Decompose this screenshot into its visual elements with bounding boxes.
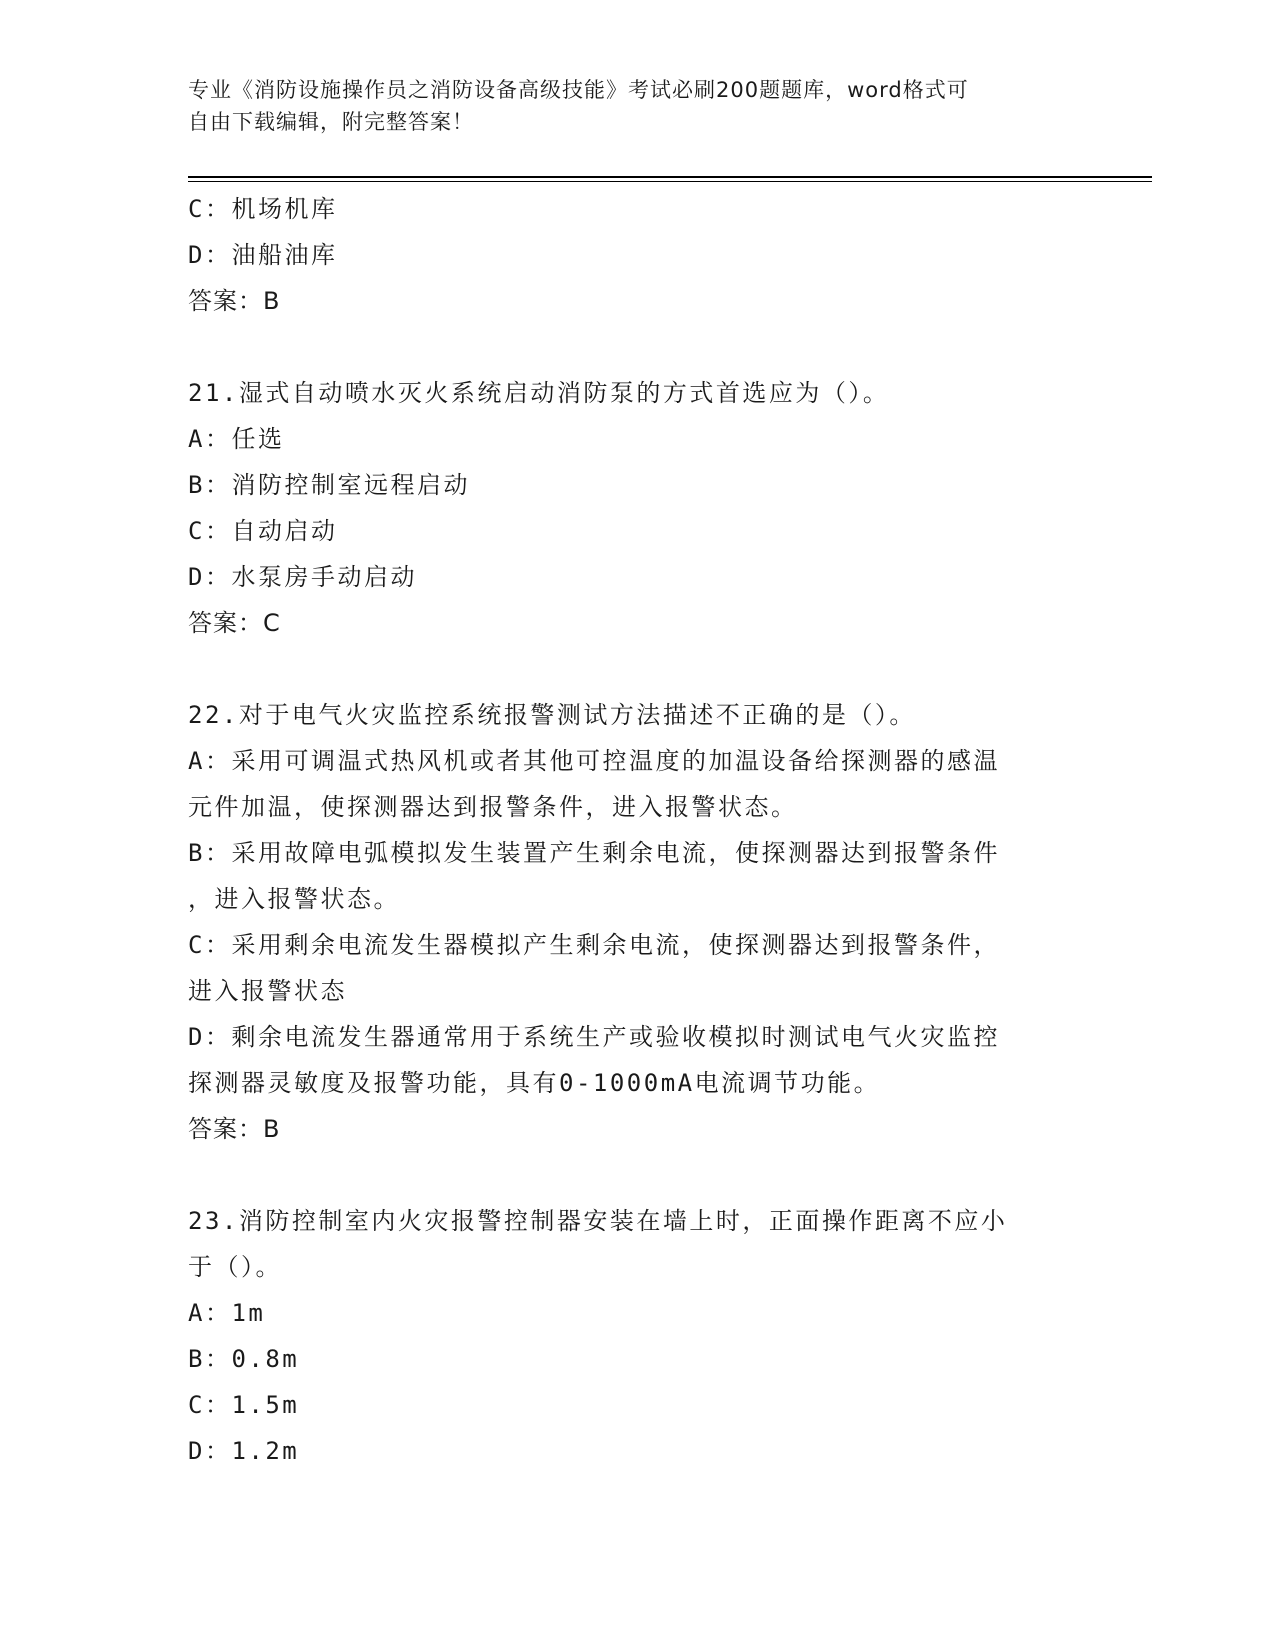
question-23 — [188, 1198, 1088, 1474]
header-divider-thin — [188, 181, 1152, 182]
option-c: C：采用剩余电流发生器模拟产生剩余电流，使探测器达到报警条件， — [188, 931, 1000, 959]
document-header — [188, 74, 1068, 138]
question-stem: 23.消防控制室内火灾报警控制器安装在墙上时，正面操作距离不应小 — [188, 1207, 1008, 1235]
answer-line: 答案：B — [188, 1115, 281, 1143]
option-c: C：机场机库 — [188, 195, 338, 223]
option-b: B：消防控制室远程启动 — [188, 471, 470, 499]
option-d-continued: 探测器灵敏度及报警功能，具有0-1000mA电流调节功能。 — [188, 1069, 881, 1097]
previous-question-tail — [188, 186, 1088, 324]
option-c: C：1.5m — [188, 1391, 300, 1419]
option-a: A：1m — [188, 1299, 266, 1327]
header-line-2: 自由下载编辑，附完整答案！ — [188, 110, 474, 134]
option-b-continued: ，进入报警状态。 — [188, 885, 400, 913]
question-stem-continued: 于（）。 — [188, 1253, 282, 1281]
question-stem: 21.湿式自动喷水灭火系统启动消防泵的方式首选应为（）。 — [188, 379, 890, 407]
option-a: A：任选 — [188, 425, 285, 453]
header-divider-thick — [188, 176, 1152, 178]
spacer — [188, 324, 1088, 370]
option-d: D：1.2m — [188, 1437, 300, 1465]
option-a-continued: 元件加温，使探测器达到报警条件，进入报警状态。 — [188, 793, 798, 821]
option-c-continued: 进入报警状态 — [188, 977, 347, 1005]
option-d: D：剩余电流发生器通常用于系统生产或验收模拟时测试电气火灾监控 — [188, 1023, 1000, 1051]
option-d: D：水泵房手动启动 — [188, 563, 417, 591]
question-stem: 22.对于电气火灾监控系统报警测试方法描述不正确的是（）。 — [188, 701, 916, 729]
spacer — [188, 1152, 1088, 1198]
option-b: B：采用故障电弧模拟发生装置产生剩余电流，使探测器达到报警条件 — [188, 839, 1000, 867]
option-b: B：0.8m — [188, 1345, 300, 1373]
spacer — [188, 646, 1088, 692]
answer-line: 答案：C — [188, 609, 281, 637]
question-22 — [188, 692, 1088, 1152]
option-a: A：采用可调温式热风机或者其他可控温度的加温设备给探测器的感温 — [188, 747, 1000, 775]
question-list — [188, 186, 1088, 1474]
option-c: C：自动启动 — [188, 517, 338, 545]
option-d: D：油船油库 — [188, 241, 338, 269]
answer-line: 答案：B — [188, 287, 281, 315]
question-21 — [188, 370, 1088, 646]
header-line-1: 专业《消防设施操作员之消防设备高级技能》考试必刷200题题库，word格式可 — [188, 78, 969, 102]
